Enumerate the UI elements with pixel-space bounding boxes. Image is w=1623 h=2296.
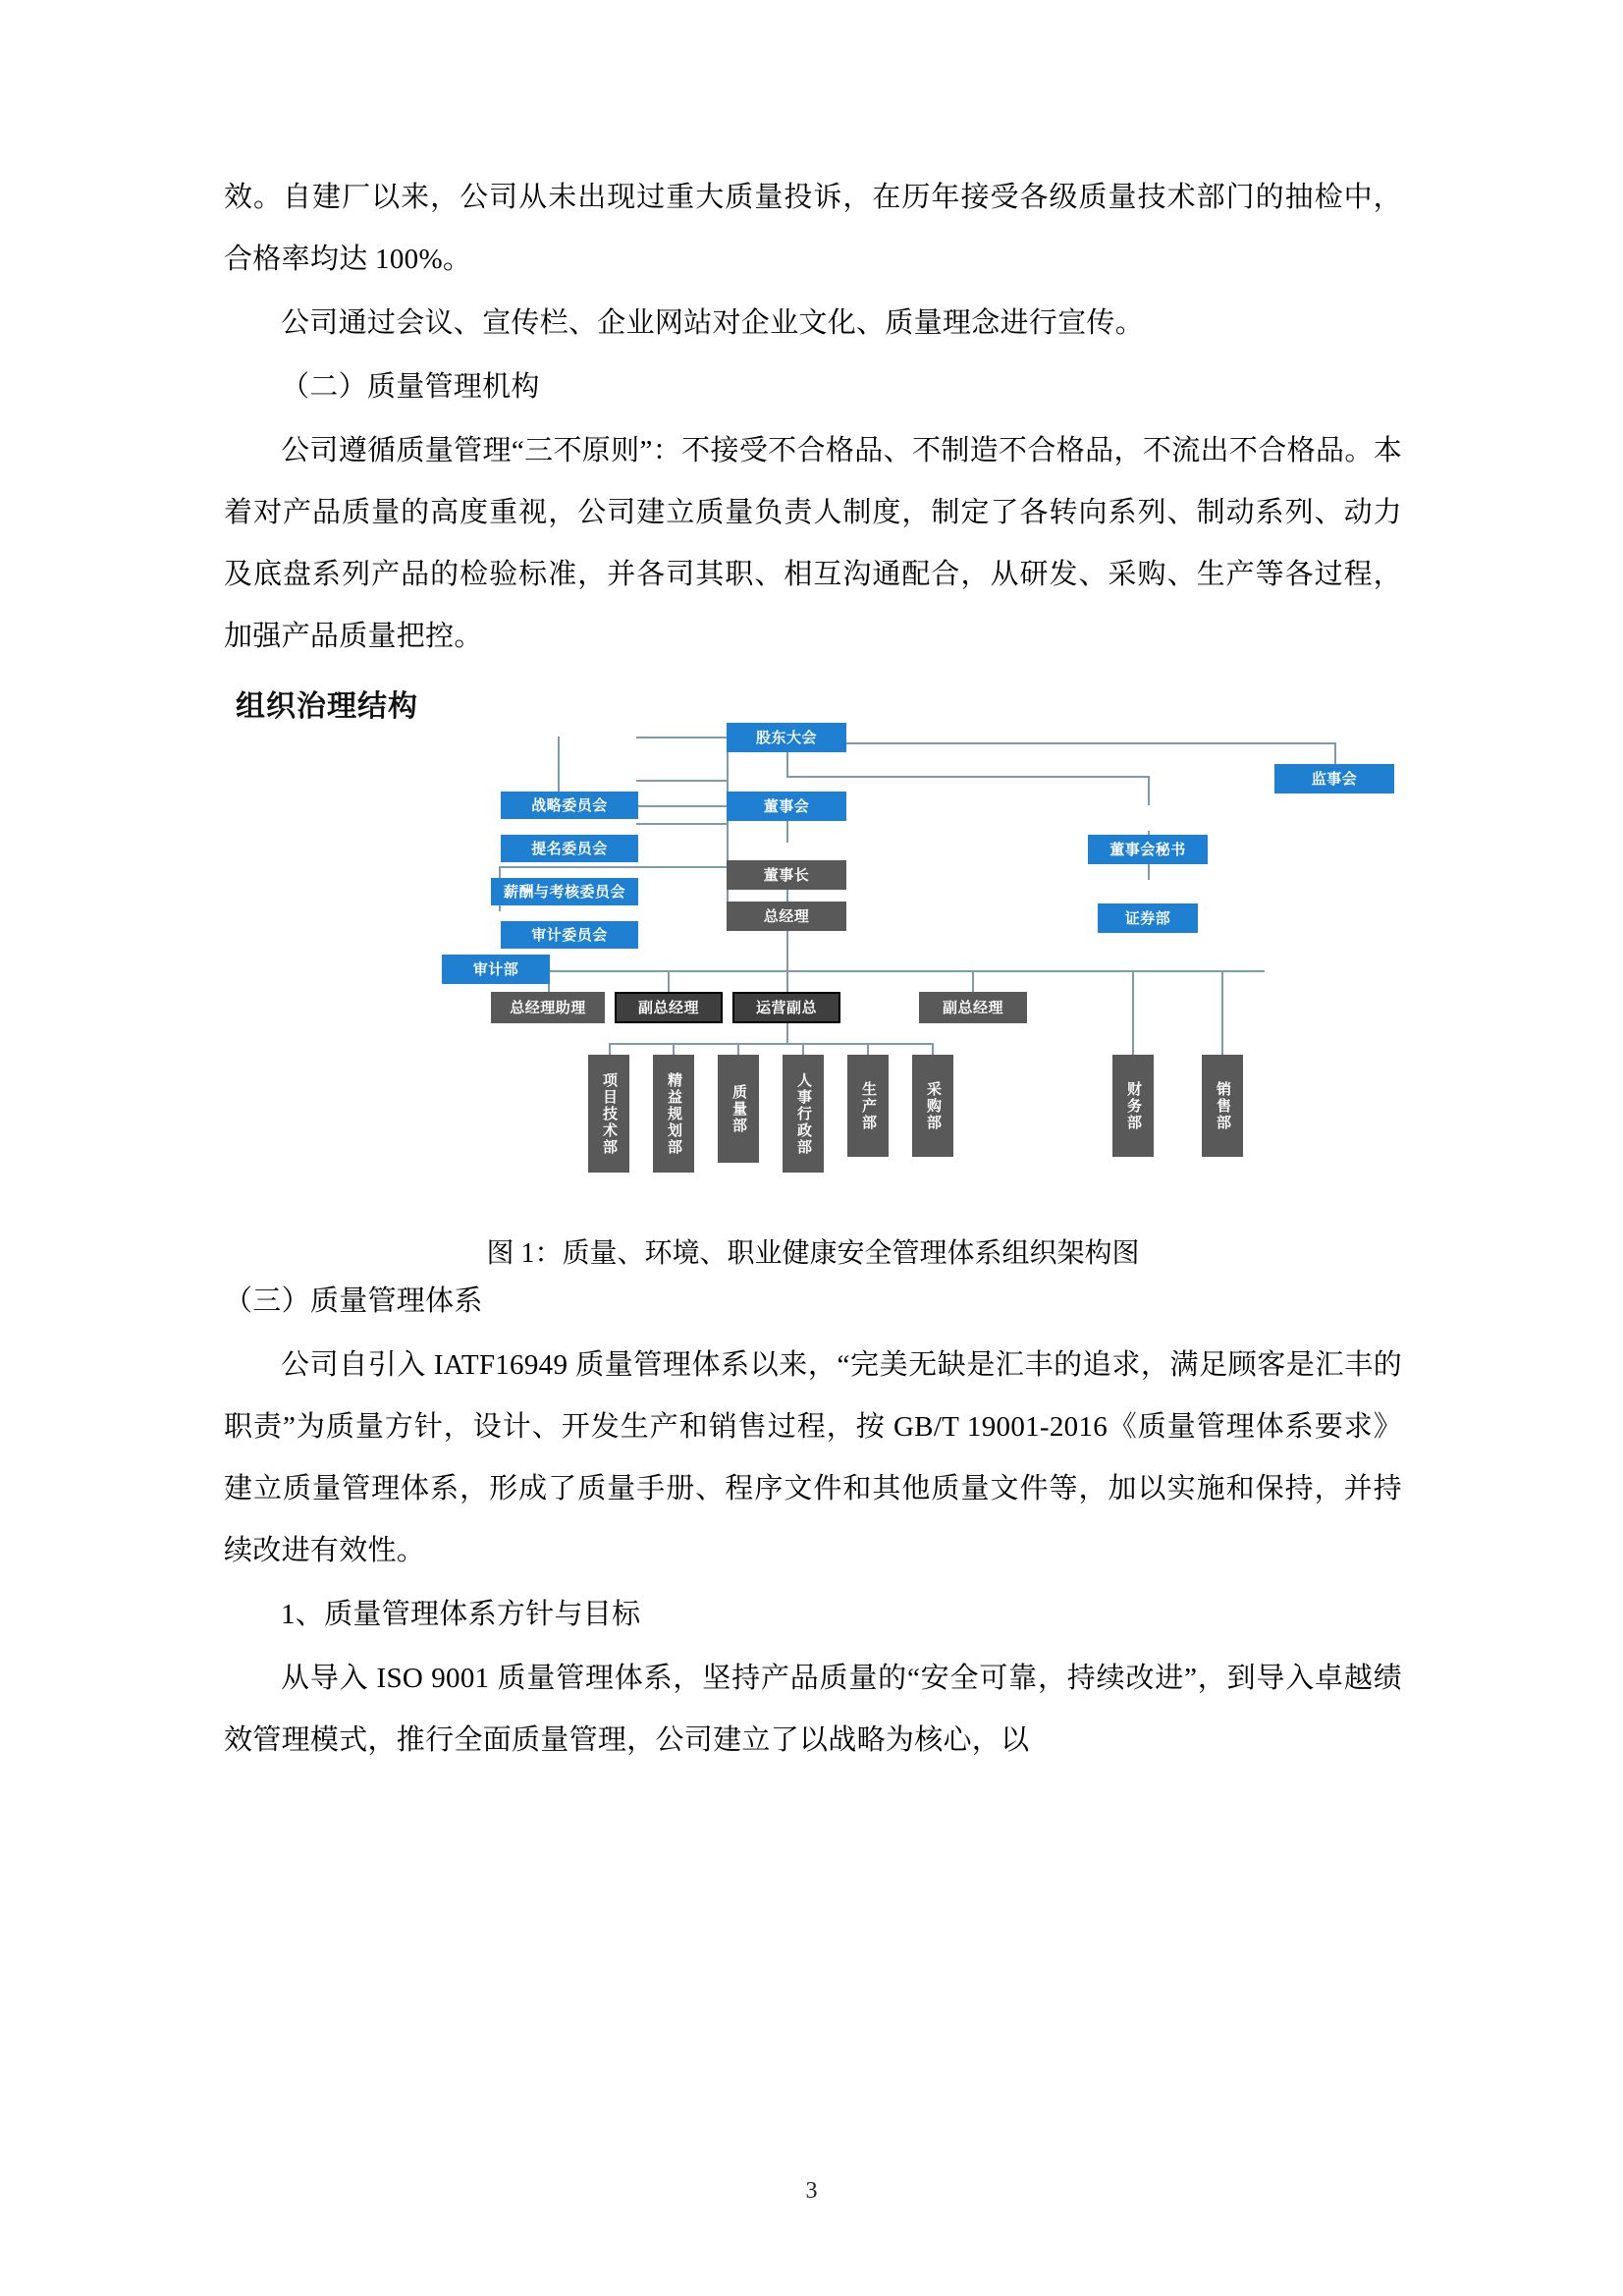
node-dept-sales: 销售部 <box>1202 1055 1243 1157</box>
node-dept-quality: 质量部 <box>718 1055 759 1163</box>
paragraph-3: 公司遵循质量管理“三不原则”：不接受不合格品、不制造不合格品，不流出不合格品。本着对产品质量的高度重视，公司建立质量负责人制度，制定了各转向系列、制动系列、动力及底盘系列产品的检验标准，并各司其职、相互沟通配合，从研发、采购、生产等各过程，加强产品质量把控。 <box>224 435 1402 652</box>
connector <box>636 737 729 738</box>
connector <box>786 776 1150 778</box>
connector <box>786 931 788 970</box>
connector <box>737 1043 739 1055</box>
node-nomination-committee: 提名委员会 <box>501 835 638 862</box>
connector <box>609 1043 933 1045</box>
section-heading-3: （三）质量管理体系 <box>224 1285 483 1317</box>
page-content <box>224 167 1402 1774</box>
node-dept-purchasing: 采购部 <box>912 1055 953 1157</box>
connector <box>499 866 638 868</box>
connector <box>1221 970 1223 1055</box>
node-audit-committee: 审计委员会 <box>501 921 638 949</box>
node-shareholders-meeting: 股东大会 <box>727 723 846 752</box>
node-audit-dept: 审计部 <box>442 955 550 984</box>
paragraph-1: 效。自建厂以来，公司从未出现过重大质量投诉，在历年接受各级质量技术部门的抽检中，合格率均达 100%。 <box>224 182 1402 275</box>
node-deputy-gm-1: 副总经理 <box>615 992 723 1023</box>
subsection-heading-1: 1、质量管理体系方针与目标 <box>281 1599 641 1630</box>
node-dept-hr-admin: 人事行政部 <box>783 1055 824 1173</box>
paragraph-5: 从导入 ISO 9001 质量管理体系，坚持产品质量的“安全可靠，持续改进”，到导入卓越绩效管理模式，推行全面质量管理，公司建立了以战略为核心，以 <box>224 1663 1402 1756</box>
connector <box>1132 970 1134 1055</box>
node-gm-assistant: 总经理助理 <box>491 992 605 1023</box>
node-chairman: 董事长 <box>727 860 846 890</box>
org-chart <box>224 682 1402 1271</box>
node-dept-lean-planning: 精益规划部 <box>653 1055 694 1173</box>
node-deputy-gm-2: 副总经理 <box>919 992 1027 1023</box>
node-dept-project-tech: 项目技术部 <box>588 1055 629 1173</box>
node-general-manager: 总经理 <box>727 902 846 931</box>
connector <box>972 970 974 992</box>
connector <box>1148 776 1150 805</box>
connector <box>673 1043 675 1055</box>
figure-caption: 图 1：质量、环境、职业健康安全管理体系组织架构图 <box>486 1238 1140 1269</box>
node-securities-dept: 证券部 <box>1098 903 1198 933</box>
node-remuneration-committee: 薪酬与考核委员会 <box>491 878 638 905</box>
node-supervisory-board: 监事会 <box>1274 764 1394 793</box>
connector <box>668 970 670 992</box>
connector <box>636 866 729 868</box>
section-heading-2: （二）质量管理机构 <box>281 371 540 403</box>
connector <box>932 1043 934 1055</box>
org-chart-title: 组织治理结构 <box>236 690 418 723</box>
connector <box>609 1043 611 1055</box>
paragraph-4: 公司自引入 IATF16949 质量管理体系以来，“完美无缺是汇丰的追求，满足顾客是汇丰的职责”为质量方针，设计、开发生产和销售过程，按 GB/T 19001-2016《质量管理体系要求》建立质量管理体系，形成了质量手册、程序文件和其他质量文件等，加以实施和保持，并持续改进有效性。 <box>224 1349 1402 1566</box>
node-strategy-committee: 战略委员会 <box>501 792 638 819</box>
page-number: 3 <box>805 2178 818 2204</box>
node-dept-production: 生产部 <box>847 1055 889 1157</box>
connector <box>636 780 729 782</box>
connector <box>1334 742 1336 766</box>
connector <box>636 823 729 825</box>
connector <box>867 1043 869 1055</box>
connector <box>786 742 1336 744</box>
connector <box>786 1023 788 1043</box>
node-operations-vp: 运营副总 <box>732 992 840 1023</box>
connector <box>786 970 788 992</box>
node-board-secretary: 董事会秘书 <box>1088 835 1208 864</box>
connector <box>548 970 1265 972</box>
paragraph-2: 公司通过会议、宣传栏、企业网站对企业文化、质量理念进行宣传。 <box>281 307 1145 339</box>
connector <box>802 1043 804 1055</box>
node-dept-finance: 财务部 <box>1112 1055 1154 1157</box>
node-board-of-directors: 董事会 <box>727 792 846 821</box>
